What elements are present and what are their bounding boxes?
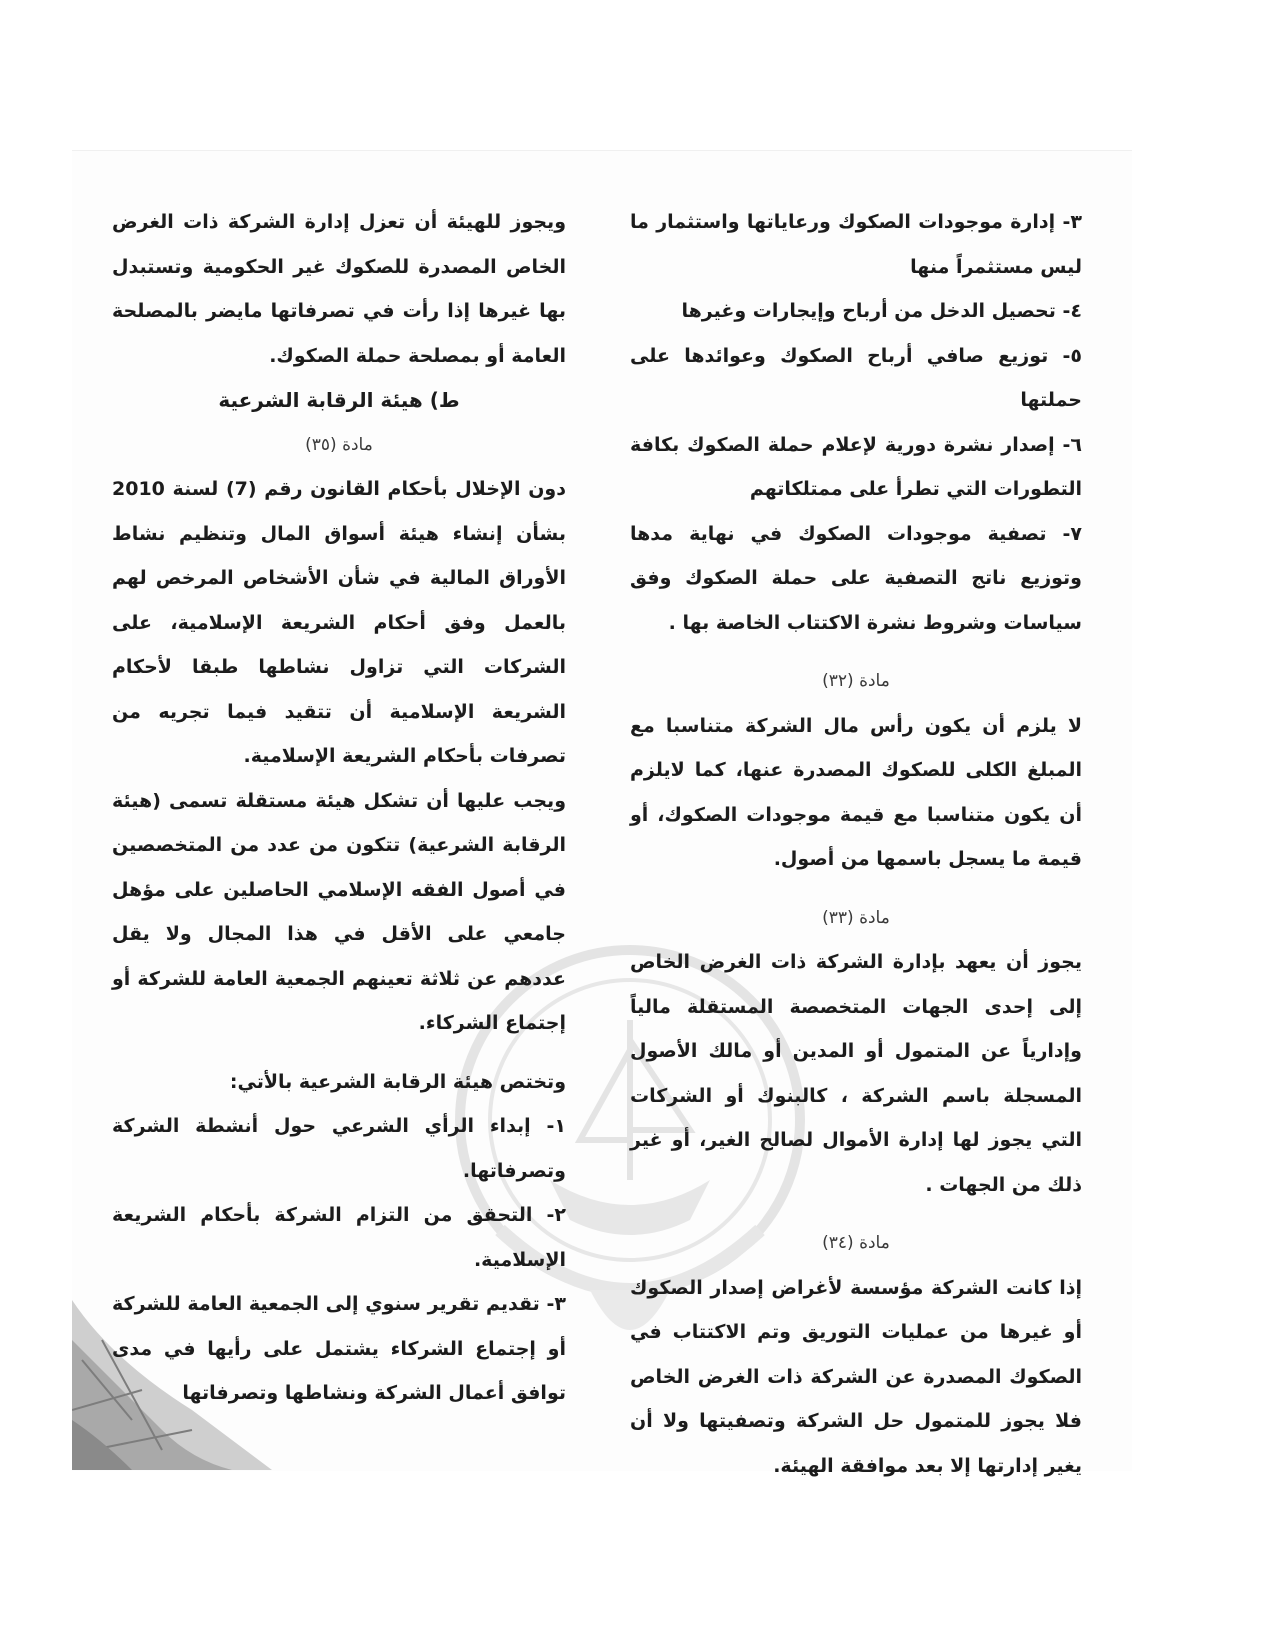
- right-column: [630, 200, 1082, 1488]
- list-item: [630, 334, 1082, 423]
- article-heading: مادة (٣٣): [822, 907, 890, 928]
- article-text: لا يلزم أن يكون رأس مال الشركة متناسبا مع المبلغ الكلى للصكوك المصدرة عنها، كما لايلزم أن يكون متناسبا مع قيمة موجودات الصكوك، أو قيمة ما يسجل باسمها من أصول.: [630, 714, 1082, 870]
- item-text: إدارة موجودات الصكوك ورعاياتها واستثمار ما ليس مستثمراً منها: [630, 211, 1082, 278]
- list-item: [630, 512, 1082, 646]
- duties-intro: وتختص هيئة الرقابة الشرعية بالأتي:: [229, 1070, 566, 1093]
- list-item: [630, 423, 1082, 512]
- board-paragraph: ويجب عليها أن تشكل هيئة مستقلة تسمى (هيئة الرقابة الشرعية) تتكون من عدد من المتخصصين في أصول الفقه الإسلامي الحاصلين على مؤهل جامعي على الأقل في هذا المجال ولا يقل عددهم عن ثلاثة تعينهم الجمعية العامة للشركة أو إجتماع الشركاء.: [112, 789, 566, 1034]
- section-heading: ط) هيئة الرقابة الشرعية: [218, 388, 460, 412]
- article-heading: مادة (٣٢): [822, 671, 890, 691]
- article-heading: مادة (٣٤): [822, 1233, 890, 1253]
- item-number: ٤-: [1062, 300, 1082, 322]
- item-text: إصدار نشرة دورية لإعلام حملة الصكوك بكافة التطورات التي تطرأ على ممتلكاتهم: [630, 433, 1082, 500]
- list-item: [630, 200, 1082, 289]
- item-text: إبداء الرأي الشرعي حول أنشطة الشركة وتصرفاتها.: [112, 1115, 566, 1182]
- list-item: [630, 289, 1082, 334]
- item-text: تحصيل الدخل من أرباح وإيجارات وغيرها: [681, 300, 1056, 322]
- intro-paragraph: ويجوز للهيئة أن تعزل إدارة الشركة ذات الغرض الخاص المصدرة للصكوك غير الحكومية وتستبدل بها غيرها إذا رأت في تصرفاتها مايضر بالمصلحة العامة أو بمصلحة حملة الصكوك.: [112, 211, 566, 367]
- item-text: تقديم تقرير سنوي إلى الجمعية العامة للشركة أو إجتماع الشركاء يشتمل على رأيها في مدى توافق أعمال الشركة ونشاطها وتصرفاتها: [112, 1293, 566, 1404]
- item-number: ٣-: [546, 1293, 566, 1315]
- item-text: التحقق من التزام الشركة بأحكام الشريعة الإسلامية.: [112, 1204, 566, 1271]
- article-text: إذا كانت الشركة مؤسسة لأغراض إصدار الصكوك أو غيرها من عمليات التوريق وتم الاكتتاب في الصكوك المصدرة عن الشركة ذات الغرض الخاص فلا يجوز للمتمول حل الشركة وتصفيتها ولا أن يغير إدارتها إلا بعد موافقة الهيئة.: [630, 1276, 1082, 1477]
- list-item: [112, 1193, 566, 1282]
- item-number: ٦-: [1062, 433, 1082, 456]
- article-text: دون الإخلال بأحكام القانون رقم (7) لسنة 2010 بشأن إنشاء هيئة أسواق المال وتنظيم نشاط الأوراق المالية في شأن الأشخاص المرخص لهم بالعمل وفق أحكام الشريعة الإسلامية، على الشركات التي تزاول نشاطها طبقا لأحكام الشريعة الإسلامية أن تتقيد فيما تجريه من تصرفات بأحكام الشريعة الإسلامية.: [112, 478, 566, 767]
- item-number: ٥-: [1062, 344, 1082, 367]
- article-text: يجوز أن يعهد بإدارة الشركة ذات الغرض الخاص إلى إحدى الجهات المتخصصة المستقلة مالياً وإدارياً عن المتمول أو المدين أو مالك الأصول المسجلة باسم الشركة ، كالبنوك أو الشركات التي يجوز لها إدارة الأموال لصالح الغير، أو غير ذلك من الجهات .: [630, 951, 1082, 1196]
- list-item: [112, 1104, 566, 1193]
- article-heading: مادة (٣٥): [305, 434, 373, 455]
- item-text: تصفية موجودات الصكوك في نهاية مدها وتوزيع ناتج التصفية على حملة الصكوك وفق سياسات وشروط نشرة الاكتتاب الخاصة بها .: [630, 522, 1082, 634]
- item-number: ٢-: [546, 1204, 566, 1226]
- item-number: ٧-: [1062, 522, 1082, 545]
- item-number: ١-: [546, 1115, 566, 1137]
- list-item: [112, 1282, 566, 1416]
- left-column: [112, 200, 566, 1416]
- item-number: ٣-: [1062, 211, 1082, 233]
- item-text: توزيع صافي أرباح الصكوك وعوائدها على حملتها: [630, 344, 1082, 411]
